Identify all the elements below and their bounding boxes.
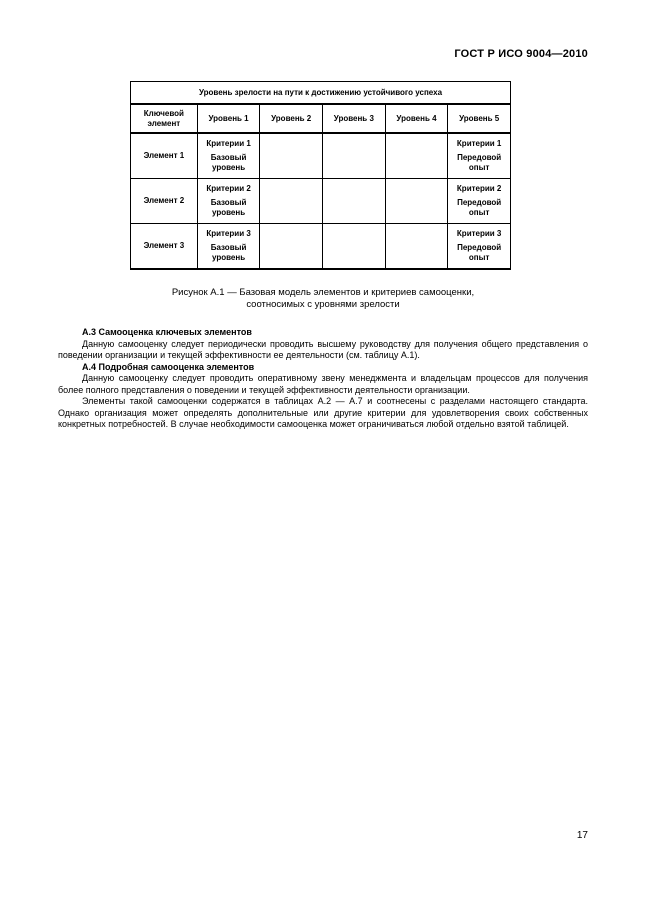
level-5-cell [448,224,511,270]
element-label: Элемент 1 [131,133,198,179]
level-label: Передовой опыт [457,153,502,172]
section-heading-a4: А.4 Подробная самооценка элементов [82,361,255,372]
column-header-level-3: Уровень 3 [323,104,386,133]
paragraph: Данную самооценку следует проводить оперативному звену менеджмента и владельцам процессов для получения более полного представления о поведении и текущей эффективности деятельности организации. [58,373,588,395]
table-title: Уровень зрелости на пути к достижению устойчивого успеха [131,82,511,105]
level-label: Передовой опыт [457,198,502,217]
criterion-label: Критерии 1 [456,139,502,148]
section-heading-a3: А.3 Самооценка ключевых элементов [82,327,252,337]
table-row [131,224,511,270]
empty-cell [323,133,386,179]
maturity-table [130,81,511,270]
level-label: Базовый уровень [210,198,247,217]
criterion-label: Критерии 2 [456,184,502,193]
level-label: Передовой опыт [457,243,502,262]
column-header-level-2: Уровень 2 [260,104,323,133]
empty-cell [385,133,448,179]
body-text [58,327,588,431]
empty-cell [385,179,448,224]
criterion-label: Критерии 1 [206,139,251,148]
paragraph: Данную самооценку следует периодически проводить высшему руководству для получения общего представления о поведении организации и текущей эффективности ее деятельности (см. таблицу А.1). [58,338,588,360]
column-header-level-5: Уровень 5 [448,104,511,133]
criterion-label: Критерии 3 [456,229,502,238]
empty-cell [323,224,386,270]
level-1-cell [197,224,260,270]
element-label: Элемент 2 [131,179,198,224]
table-row [131,179,511,224]
empty-cell [260,179,323,224]
caption-line: соотносимых с уровнями зрелости [246,299,400,310]
paragraph: Элементы такой самооценки содержатся в таблицах А.2 — А.7 и соотнесены с разделами настоящего стандарта. Однако организация может определять дополнительные или другие критерии для удовлетворения своих собственных конкретных потребностей. В случае необходимости самооценка может ограничиваться любой отдельно взятой таблицей. [58,396,588,429]
empty-cell [260,133,323,179]
level-1-cell [197,133,260,179]
criterion-label: Критерии 2 [206,184,251,193]
empty-cell [323,179,386,224]
level-label: Базовый уровень [210,243,247,262]
empty-cell [385,224,448,270]
level-5-cell [448,179,511,224]
level-5-cell [448,133,511,179]
column-header-level-4: Уровень 4 [385,104,448,133]
level-1-cell [197,179,260,224]
element-label: Элемент 3 [131,224,198,270]
table-row [131,133,511,179]
column-header-level-1: Уровень 1 [197,104,260,133]
figure-caption [0,287,646,311]
maturity-model-figure [130,81,511,270]
criterion-label: Критерии 3 [206,229,251,238]
level-label: Базовый уровень [210,153,247,172]
empty-cell [260,224,323,270]
caption-line: Рисунок А.1 — Базовая модель элементов и критериев самооценки, [171,287,475,298]
page-number: 17 [576,830,588,841]
document-code: ГОСТ Р ИСО 9004—2010 [454,48,588,60]
column-header-key-element: Ключевой элемент [131,104,198,133]
